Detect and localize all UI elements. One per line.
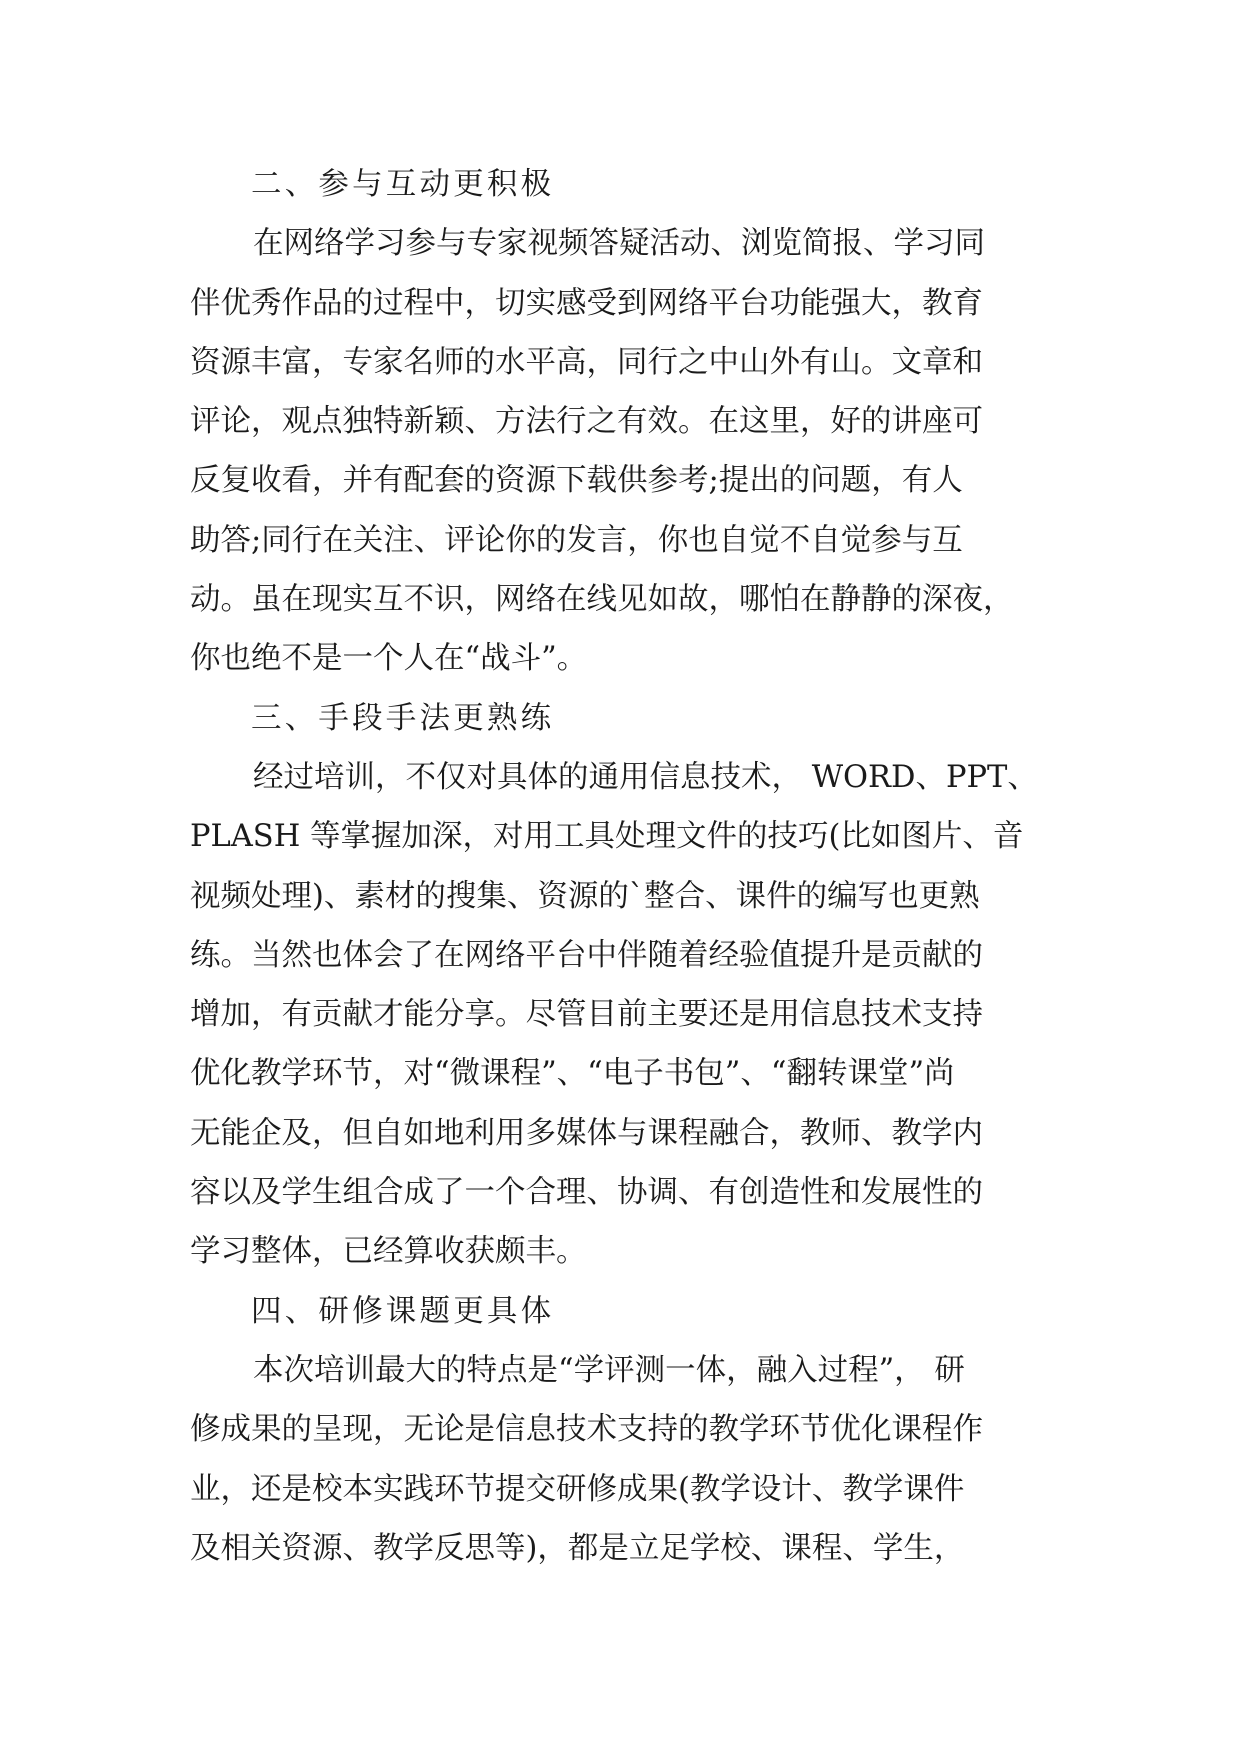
text-line: 评论，观点独特新颖、方法行之有效。在这里，好的讲座可 (190, 404, 983, 440)
text-line: 业，还是校本实践环节提交研修成果(教学设计、教学课件 (190, 1471, 965, 1507)
section-paragraph (190, 1341, 1050, 1578)
text-line: 反复收看，并有配套的资源下载供参考;提出的问题，有人 (190, 463, 963, 499)
text-line: 本次培训最大的特点是“学评测一体，融入过程”， 研 (253, 1352, 965, 1388)
document-body (190, 155, 1050, 1578)
text-line: 优化教学环节，对“微课程”、“电子书包”、“翻转课堂”尚 (190, 1056, 955, 1092)
text-line: 伴优秀作品的过程中，切实感受到网络平台功能强大，教育 (190, 285, 983, 321)
text-line: 动。虽在现实互不识，网络在线见如故，哪怕在静静的深夜， (190, 582, 1014, 618)
text-line: 学习整体，已经算收获颇丰。 (190, 1234, 587, 1270)
text-line: 及相关资源、教学反思等)，都是立足学校、课程、学生， (190, 1530, 965, 1566)
text-line: 视频处理)、素材的搜集、资源的`整合、课件的编写也更熟 (190, 878, 980, 914)
text-line: 容以及学生组合成了一个合理、协调、有创造性和发展性的 (190, 1175, 983, 1211)
text-line: 经过培训，不仅对具体的通用信息技术， WORD、PPT、 (253, 759, 1038, 795)
text-line: PLASH 等掌握加深，对用工具处理文件的技巧(比如图片、音 (190, 819, 1024, 855)
text-line: 增加，有贡献才能分享。尽管目前主要还是用信息技术支持 (190, 997, 983, 1033)
section-heading: 二、参与互动更积极 (251, 167, 555, 202)
text-line: 你也绝不是一个人在“战斗”。 (190, 641, 588, 677)
section-paragraph (190, 214, 1050, 688)
text-line: 助答;同行在关注、评论你的发言，你也自觉不自觉参与互 (190, 522, 963, 558)
section-paragraph (190, 748, 1050, 1282)
text-line: 练。当然也体会了在网络平台中伴随着经验值提升是贡献的 (190, 937, 983, 973)
section-heading: 四、研修课题更具体 (251, 1293, 555, 1329)
section-heading: 三、手段手法更熟练 (251, 700, 555, 736)
text-line: 无能企及，但自如地利用多媒体与课程融合，教师、教学内 (190, 1115, 983, 1151)
text-line: 修成果的呈现，无论是信息技术支持的教学环节优化课程作 (190, 1412, 983, 1448)
text-line: 资源丰富，专家名师的水平高，同行之中山外有山。文章和 (190, 344, 983, 380)
text-line: 在网络学习参与专家视频答疑活动、浏览简报、学习同 (253, 226, 985, 262)
